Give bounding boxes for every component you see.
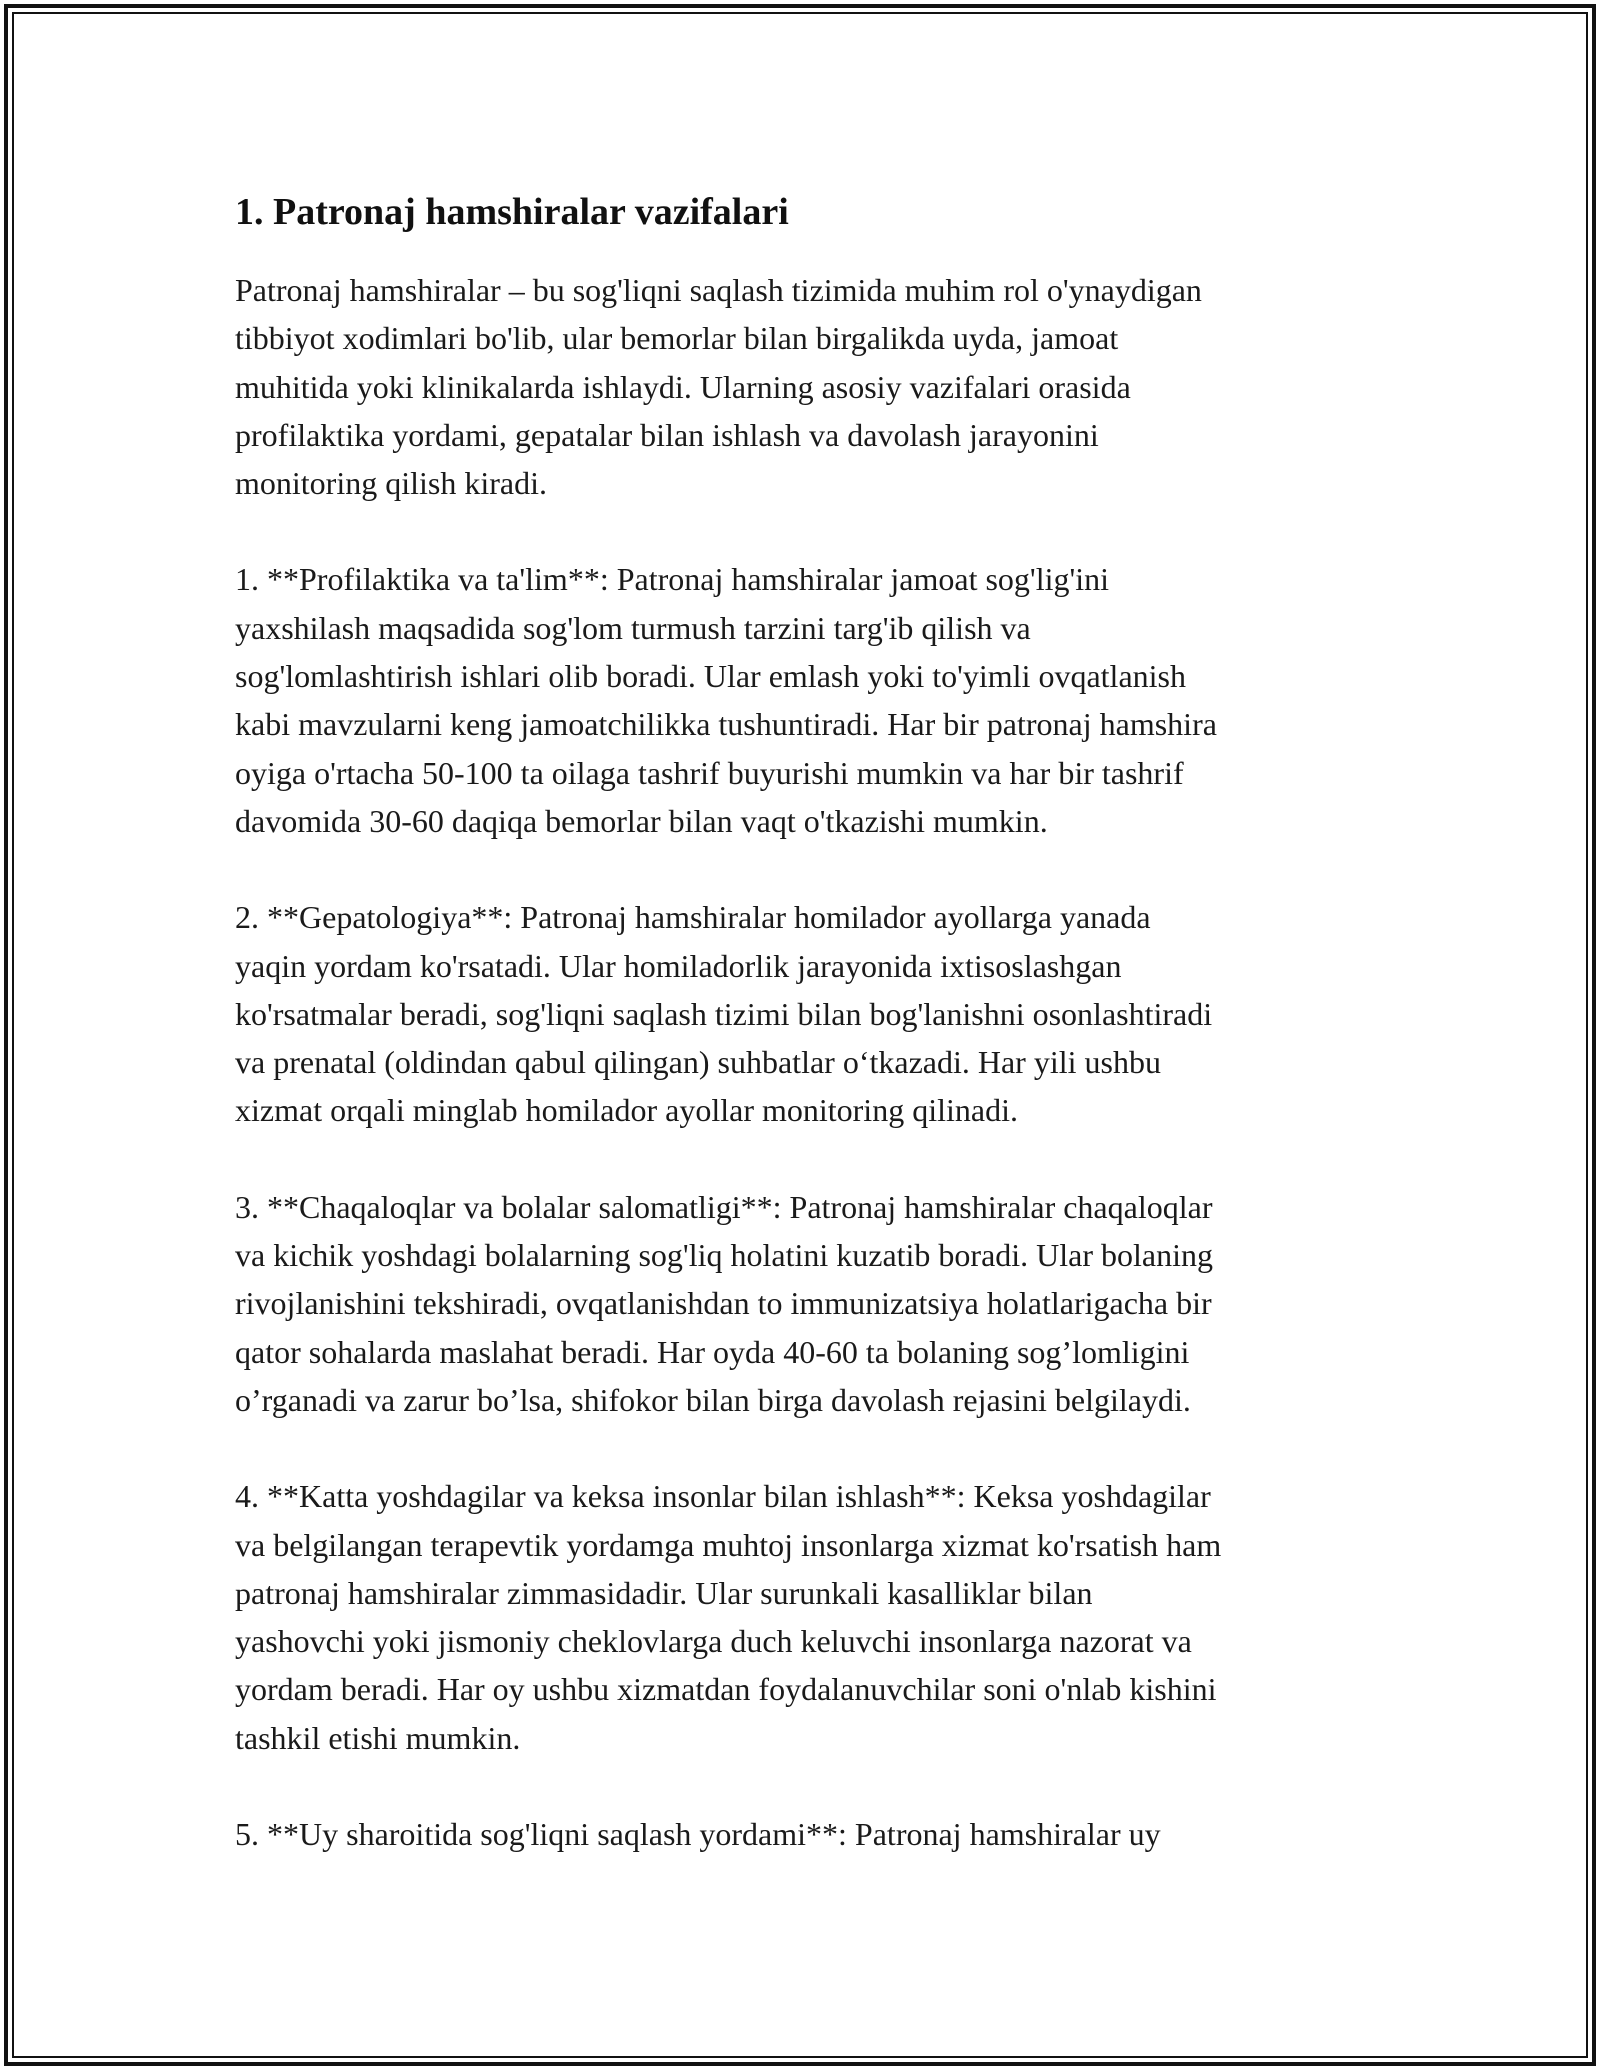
paragraph-profilaktika: 1. **Profilaktika va ta'lim**: Patronaj hamshiralar jamoat sog'lig'ini yaxshilash maqsadida sog'lom turmush tarzini targ'ib qilish va sog'lomlashtirish ishlari olib boradi. Ular emlash yoki to'yimli ovqatlanish kabi mavzularni keng jamoatchilikka tushuntiradi. Har bir patronaj hamshira oyiga o'rtacha 50-100 ta oilaga tashrif buyurishi mumkin va har bir tashrif davomida 30-60 daqiqa bemorlar bilan vaqt o'tkazishi mumkin. (235, 561, 1217, 839)
intro-paragraph: Patronaj hamshiralar – bu sog'liqni saqlash tizimida muhim rol o'ynaydigan tibbiyot xodimlari bo'lib, ular bemorlar bilan birgalikda uyda, jamoat muhitida yoki klinikalarda ishlaydi. Ularning asosiy vazifalari orasida profilaktika yordami, gepatalar bilan ishlash va davolash jarayonini monitoring qilish kiradi. (235, 272, 1202, 502)
paragraph-uy-sharoitida: 5. **Uy sharoitida sog'liqni saqlash yordami**: Patronaj hamshiralar uy (235, 1816, 1161, 1853)
document-title: 1. Patronaj hamshiralar vazifalari (235, 191, 789, 233)
paragraph-katta-yoshdagilar: 4. **Katta yoshdagilar va keksa insonlar bilan ishlash**: Keksa yoshdagilar va belgilangan terapevtik yordamga muhtoj insonlarga xizmat ko'rsatish ham patronaj hamshiralar zimmasidadir. Ular surunkali kasalliklar bilan yashovchi yoki jismoniy cheklovlarga duch keluvchi insonlarga nazorat va yordam beradi. Har oy ushbu xizmatdan foydalanuvchilar soni o'nlab kishini tashkil etishi mumkin. (235, 1478, 1222, 1756)
paragraph-gepatologiya: 2. **Gepatologiya**: Patronaj hamshiralar homilador ayollarga yanada yaqin yordam ko'rsatadi. Ular homiladorlik jarayonida ixtisoslashgan ko'rsatmalar beradi, sog'liqni saqlash tizimi bilan bog'lanishni osonlashtiradi va prenatal (oldindan qabul qilingan) suhbatlar o‘tkazadi. Har yili ushbu xizmat orqali minglab homilador ayollar monitoring qilinadi. (235, 899, 1213, 1129)
document-body (235, 188, 1395, 1906)
paragraph-chaqaloqlar: 3. **Chaqaloqlar va bolalar salomatligi**: Patronaj hamshiralar chaqaloqlar va kichik yoshdagi bolalarning sog'liq holatini kuzatib boradi. Ular bolaning rivojlanishini tekshiradi, ovqatlanishdan to immunizatsiya holatlarigacha bir qator sohalarda maslahat beradi. Har oyda 40-60 ta bolaning sog’lomligini o’rganadi va zarur bo’lsa, shifokor bilan birga davolash rejasini belgilaydi. (235, 1188, 1214, 1418)
